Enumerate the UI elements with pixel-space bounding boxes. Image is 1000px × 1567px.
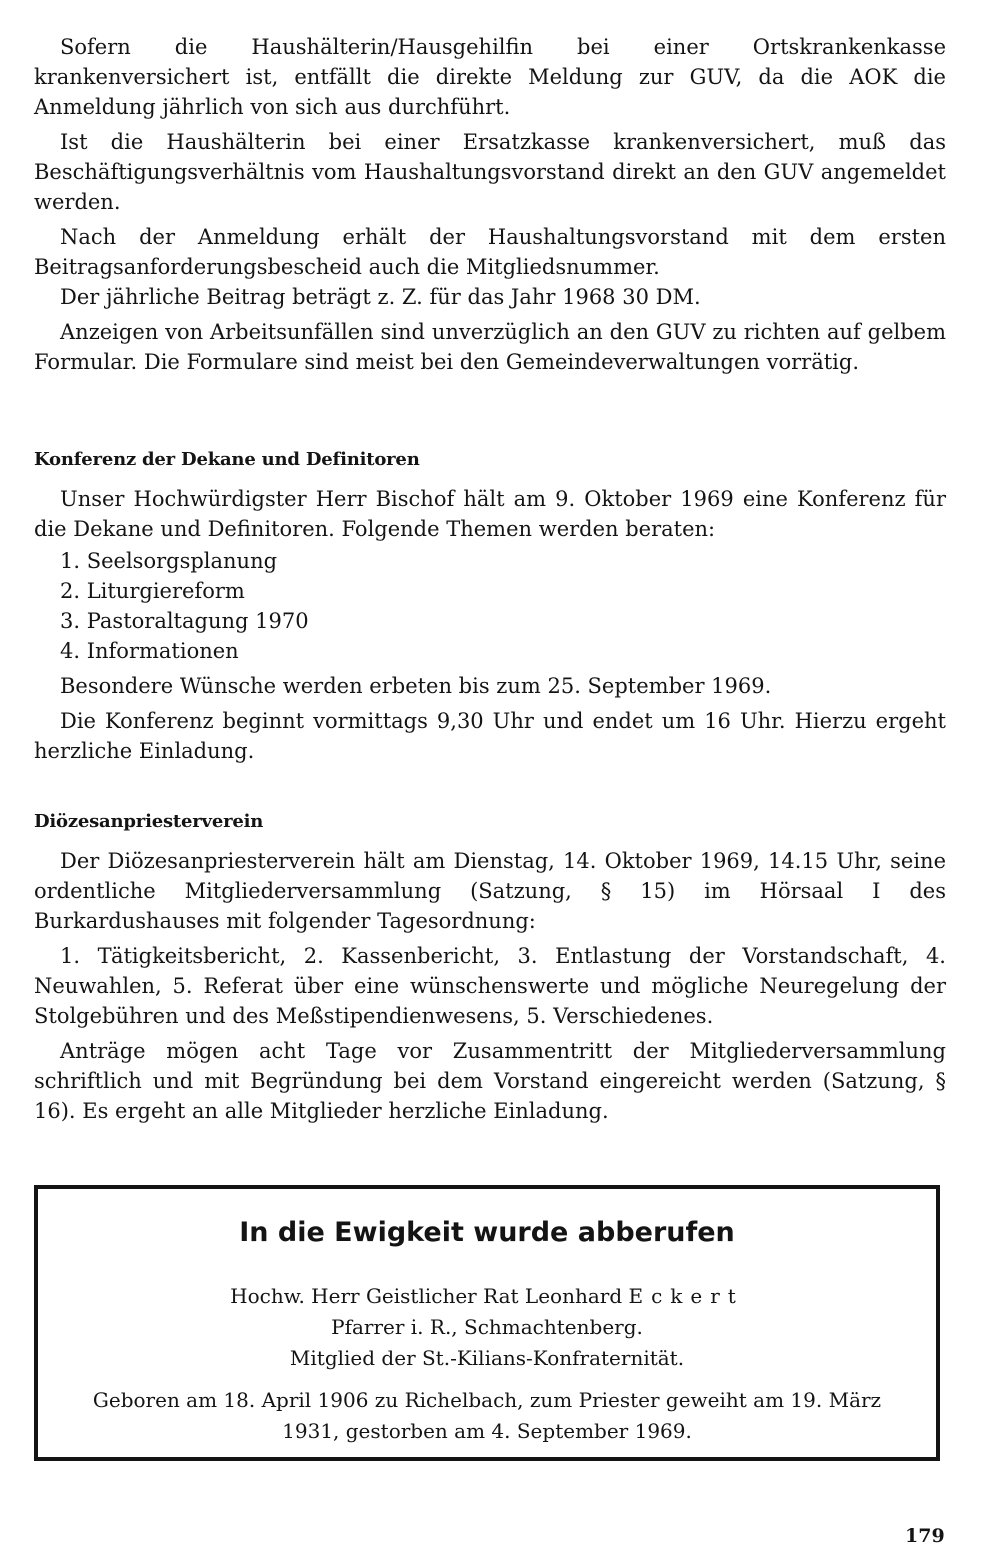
obituary-surname: Eckert bbox=[628, 1284, 744, 1308]
obituary-title: In die Ewigkeit wurde abberufen bbox=[239, 1217, 735, 1248]
paragraph: Nach der Anmeldung erhält der Haushaltungsvorstand mit dem ersten Beitragsanforderungsbescheid auch die Mitgliedsnummer. bbox=[34, 225, 946, 279]
list-item: 2. Liturgiereform bbox=[60, 579, 245, 603]
obituary-box bbox=[34, 1185, 940, 1461]
obituary-dates: Geboren am 18. April 1906 zu Richelbach, zum Priester geweiht am 19. März 1931, gestorben am 4. September 1969. bbox=[92, 1388, 882, 1443]
obituary-line: Mitglied der St.-Kilians-Konfraternität. bbox=[289, 1346, 685, 1370]
paragraph: Sofern die Haushälterin/Hausgehilfin bei einer Ortskrankenkasse krankenversichert ist, entfällt die direkte Meldung zur GUV, da die AOK die Anmeldung jährlich von sich aus durchführt. bbox=[34, 35, 946, 119]
section-heading: Konferenz der Dekane und Definitoren bbox=[34, 449, 420, 470]
paragraph: Anträge mögen acht Tage vor Zusammentritt der Mitgliederversammlung schriftlich und mit Begründung bei dem Vorstand eingereicht werden (Satzung, § 16). Es ergeht an alle Mitglieder herzliche Einladung. bbox=[34, 1039, 946, 1123]
topic-list bbox=[34, 546, 946, 666]
page-number: 179 bbox=[905, 1525, 945, 1547]
list-item: 4. Informationen bbox=[60, 639, 239, 663]
paragraph: Ist die Haushälterin bei einer Ersatzkasse krankenversichert, muß das Beschäftigungsverhältnis vom Haushaltungsvorstand direkt an den GUV angemeldet werden. bbox=[34, 130, 946, 214]
obituary-name-prefix: Hochw. Herr Geistlicher Rat Leonhard bbox=[230, 1284, 629, 1308]
section-heading: Diözesanpriesterverein bbox=[34, 811, 264, 832]
obituary-details bbox=[38, 1281, 936, 1374]
paragraph: Der Diözesanpriesterverein hält am Dienstag, 14. Oktober 1969, 14.15 Uhr, seine ordentliche Mitgliederversammlung (Satzung, § 15) im Hörsaal I des Burkardushauses mit folgender Tagesordnung: bbox=[34, 849, 946, 933]
list-item: 3. Pastoraltagung 1970 bbox=[60, 609, 309, 633]
paragraph: Anzeigen von Arbeitsunfällen sind unverzüglich an den GUV zu richten auf gelbem Formular. Die Formulare sind meist bei den Gemeindeverwaltungen vorrätig. bbox=[34, 320, 946, 374]
priesterverein-section bbox=[34, 808, 946, 1126]
intro-section bbox=[34, 32, 946, 377]
paragraph: Die Konferenz beginnt vormittags 9,30 Uhr und endet um 16 Uhr. Hierzu ergeht herzliche Einladung. bbox=[34, 709, 946, 763]
konferenz-section bbox=[34, 446, 946, 766]
paragraph: Der jährliche Beitrag beträgt z. Z. für das Jahr 1968 30 DM. bbox=[60, 285, 701, 309]
obituary-line: Pfarrer i. R., Schmachtenberg. bbox=[331, 1315, 643, 1339]
paragraph: Besondere Wünsche werden erbeten bis zum 25. September 1969. bbox=[60, 674, 772, 698]
paragraph: 1. Tätigkeitsbericht, 2. Kassenbericht, 3. Entlastung der Vorstandschaft, 4. Neuwahlen, 5. Referat über eine wünschenswerte und mögliche Neuregelung der Stolgebühren und des Meßstipendienwesens, 5. Verschiedenes. bbox=[34, 944, 946, 1028]
list-item: 1. Seelsorgsplanung bbox=[60, 549, 278, 573]
obituary-name-line bbox=[38, 1281, 936, 1312]
paragraph: Unser Hochwürdigster Herr Bischof hält am 9. Oktober 1969 eine Konferenz für die Dekane und Definitoren. Folgende Themen werden beraten: bbox=[34, 487, 946, 541]
